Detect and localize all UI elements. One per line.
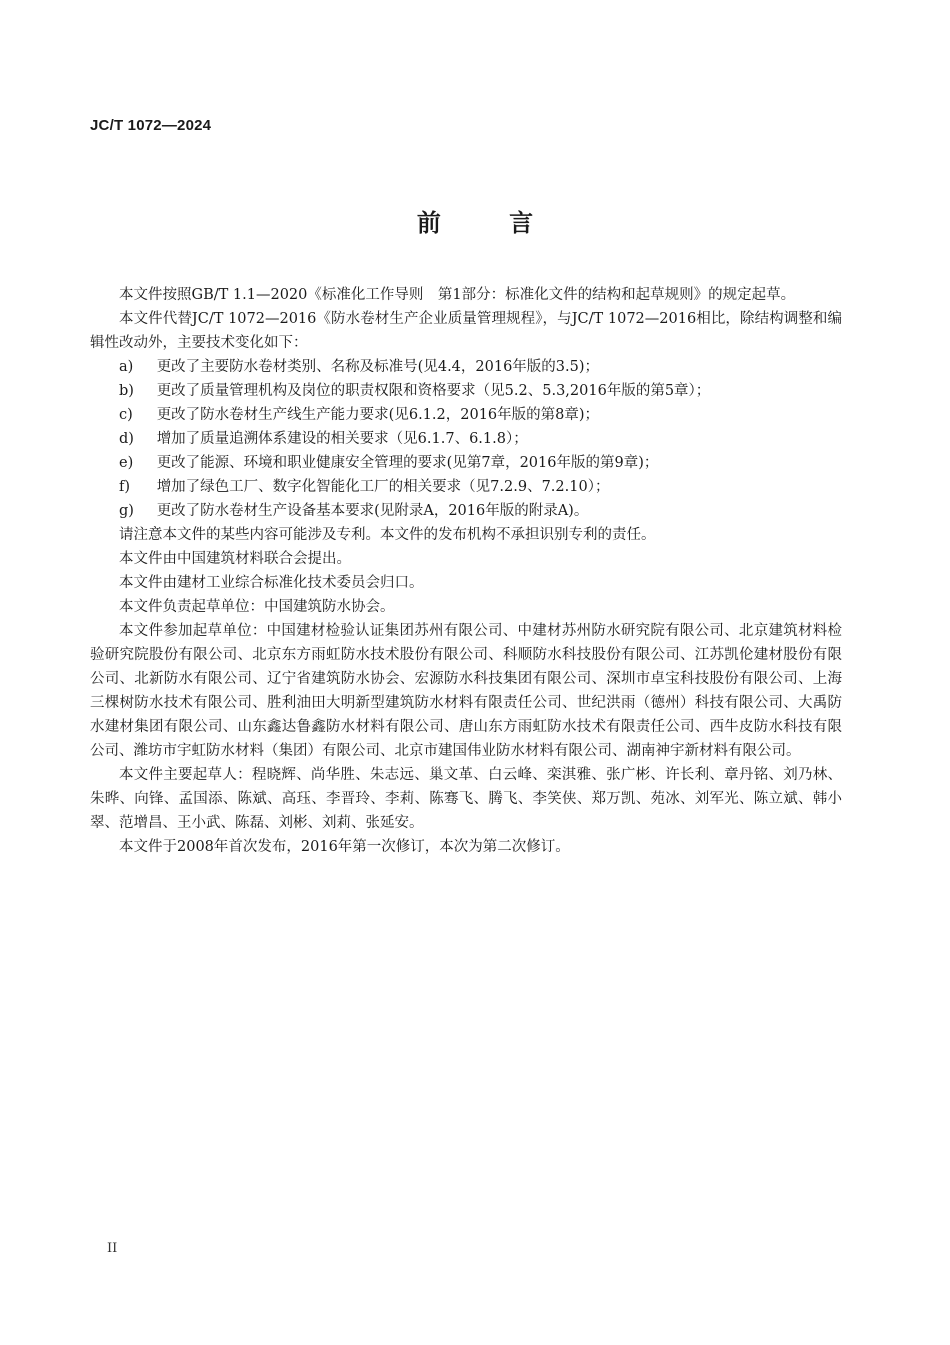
- page-title: 前 言: [416, 209, 564, 237]
- main-drafters: 本文件主要起草人：程晓辉、尚华胜、朱志远、巢文革、白云峰、栾淇雅、张广彬、许长利、章丹铭、刘乃林、朱晔、向锋、孟国添、陈斌、高珏、李晋玲、李莉、陈骞飞、腾飞、李笑侠、郑万凯、苑冰、刘军光、陈立斌、韩小翠、范增昌、王小武、陈磊、刘彬、刘莉、张延安。: [90, 767, 842, 831]
- list-item: [90, 451, 842, 475]
- publication-history: 本文件于2008年首次发布，2016年第一次修订，本次为第二次修订。: [119, 839, 570, 855]
- list-item-label: b): [119, 383, 134, 399]
- intro-paragraph: 本文件代替JC/T 1072—2016《防水卷材生产企业质量管理规程》，与JC/T 1072—2016相比，除结构调整和编辑性改动外，主要技术变化如下：: [90, 311, 842, 351]
- document-code: JC/T 1072—2024: [90, 117, 212, 134]
- list-item-text: 增加了质量追溯体系建设的相关要求（见6.1.7、6.1.8）；: [156, 431, 528, 447]
- changes-list: [90, 355, 842, 523]
- list-item-text: 更改了能源、环境和职业健康安全管理的要求(见第7章，2016年版的第9章)；: [156, 455, 659, 471]
- list-item-text: 更改了主要防水卷材类别、名称及标准号(见4.4，2016年版的3.5)；: [156, 359, 600, 375]
- page-number: II: [107, 1241, 118, 1256]
- intro-paragraph: 本文件按照GB/T 1.1—2020《标准化工作导则 第1部分：标准化文件的结构和起草规则》的规定起草。: [119, 287, 796, 303]
- list-item-text: 增加了绿色工厂、数字化智能化工厂的相关要求（见7.2.9、7.2.10）；: [156, 479, 610, 495]
- committee-statement: 本文件由建材工业综合标准化技术委员会归口。: [119, 575, 424, 591]
- list-item-label: g): [119, 503, 134, 519]
- list-item-label: f): [119, 479, 131, 495]
- proposer-statement: 本文件由中国建筑材料联合会提出。: [119, 551, 351, 567]
- list-item: [90, 379, 842, 403]
- list-item: [90, 499, 842, 523]
- list-item-label: c): [119, 407, 133, 423]
- list-item-text: 更改了防水卷材生产设备基本要求(见附录A，2016年版的附录A)。: [156, 503, 589, 519]
- lead-drafter-statement: 本文件负责起草单位：中国建筑防水协会。: [119, 599, 395, 615]
- list-item-label: e): [119, 455, 134, 471]
- foreword-body: [90, 283, 842, 859]
- participating-units: 本文件参加起草单位：中国建材检验认证集团苏州有限公司、中建材苏州防水研究院有限公司、北京建筑材料检验研究院股份有限公司、北京东方雨虹防水技术股份有限公司、科顺防水科技股份有限公司、江苏凯伦建材股份有限公司、北新防水有限公司、辽宁省建筑防水协会、宏源防水科技集团有限公司、深圳市卓宝科技股份有限公司、上海三棵树防水技术有限公司、胜利油田大明新型建筑防水材料有限责任公司、世纪洪雨（德州）科技有限公司、大禹防水建材集团有限公司、山东鑫达鲁鑫防水材料有限公司、唐山东方雨虹防水技术有限责任公司、西牛皮防水科技有限公司、潍坊市宇虹防水材料（集团）有限公司、北京市建国伟业防水材料有限公司、湖南神宇新材料有限公司。: [90, 623, 842, 759]
- list-item: [90, 355, 842, 379]
- list-item-label: a): [119, 359, 134, 375]
- list-item-text: 更改了质量管理机构及岗位的职责权限和资格要求（见5.2、5.3,2016年版的第5章）；: [156, 383, 711, 399]
- list-item: [90, 427, 842, 451]
- list-item-label: d): [119, 431, 134, 447]
- patent-notice: 请注意本文件的某些内容可能涉及专利。本文件的发布机构不承担识别专利的责任。: [119, 527, 656, 543]
- list-item-text: 更改了防水卷材生产线生产能力要求(见6.1.2，2016年版的第8章)；: [156, 407, 600, 423]
- list-item: [90, 403, 842, 427]
- list-item: [90, 475, 842, 499]
